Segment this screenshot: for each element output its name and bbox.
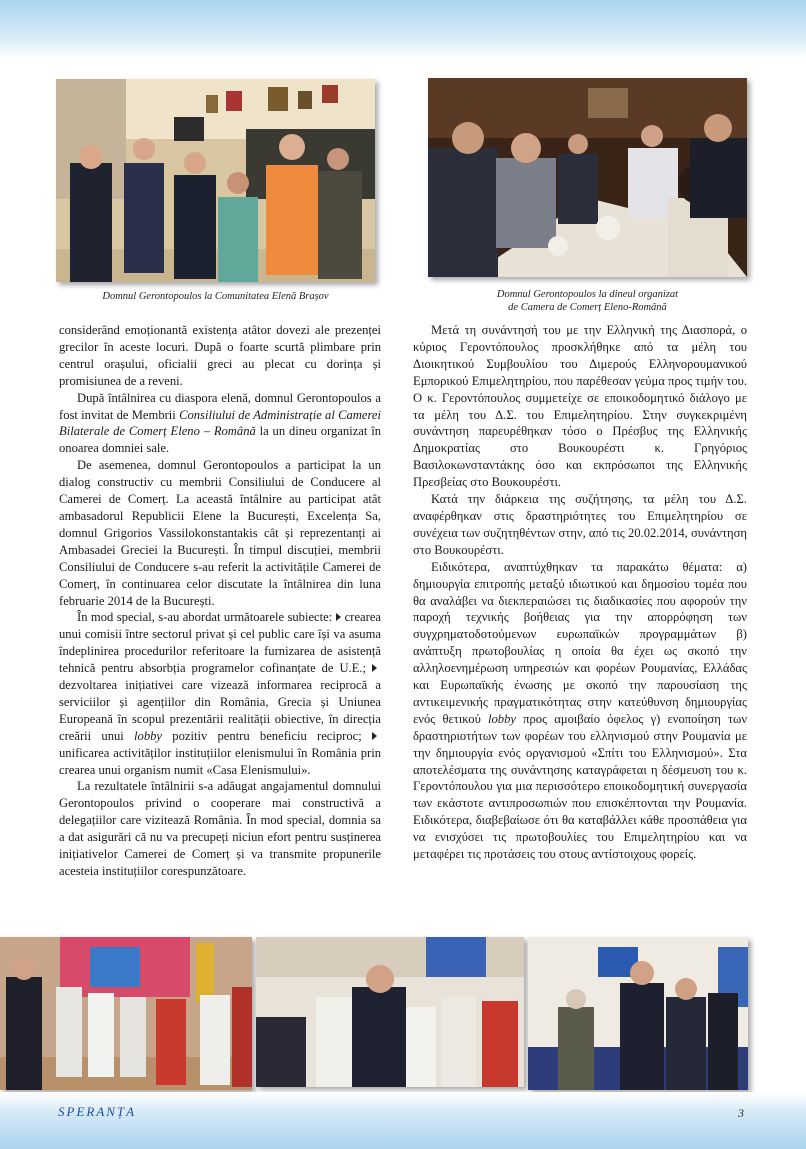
photo-children-dance-2: [256, 937, 524, 1087]
paragraph: La rezultatele întâlnirii s-a adăugat angajamentul domnului Gerontopoulos privind o cooperare mai constructivă a delegațiilor care vizitează România. În mod special, domnia sa a dat asigurări că nu va precupeți niciun efort pentru susținerea inițiativelor Camerei de Comerț și va transmite propunerile acesteia instituțiilor corespunzătoare.: [59, 779, 381, 878]
text-span: crearea unui comisii între sectorul privat și cel public care își va asuma îndeplinirea procedurilor referitoare la furnizarea de asistență tehnică pentru absorbția programelor cofinanțate de U.E.;: [59, 610, 381, 676]
photo-caption-dinner: [428, 288, 747, 314]
text-span: la un dineu organizat în onoarea domniei sale.: [59, 424, 381, 456]
photo-caption-dinner-line1: Domnul Gerontopoulos la dineul organizat: [496, 289, 679, 300]
paragraph: considerând emoționantă existența atâtor dovezi ale prezenței grecilor în aceste locuri. După o foarte scurtă plimbare prin centrul orașului, oficialii greci au plecat cu dorința și promisiunea de a reveni.: [59, 323, 381, 388]
header-band: [0, 0, 806, 58]
footer-band: [0, 1092, 806, 1149]
bullet-arrow-icon: [372, 664, 377, 672]
text-span: După întâlnirea cu diaspora elenă, domnul Gerontopoulos a fost invitat de Membrii: [59, 390, 381, 422]
paragraph: Κατά την διάρκεια της συζήτησης, τα μέλη του Δ.Σ. αναφέρθηκαν στις δραστηριότητες του Επιμελητηρίου σε συνέχεια των συζητηθέντων στην, από τις 20.02.2014, συνάντηση στο Βουκουρέστι.: [413, 492, 747, 557]
paragraph: [59, 390, 381, 458]
paragraph: De asemenea, domnul Gerontopoulos a participat la un dialog constructiv cu membrii Consiliului de Conducere al Camerei de Comerț. La această întâlnire au participat atât ambasadorul Republicii Elene la București, Excelența Sa, domnul Grigorios Vassilokonstantakis cât și reprezentanți ai Ambasadei Greciei la București. În timpul discuției, membrii Consiliului de Conducere s-au referit la activitățile Camerei de Comerț, în continuarea celor discutate la întâlnirea din luna februarie 2014 de la București.: [59, 458, 381, 608]
article-column-romanian: [59, 322, 381, 880]
emphasis-text: lobby: [488, 711, 516, 726]
text-span: προς αμοιβαίο όφελος γ) ενοποίηση των δραστηριοτήτων των φορέων του ελληνισμού στην Ρουμανία με την δημιουργία ενός οργανισμού «Σπίτι του Ελληνισμού». Στα αποτελέσματα της συνάντησης καταγράφεται η δέσμευση του κ. Γεροντόπουλου για μια περισσότερο εποικοδομητική συνεργασία των εκάστοτε αντιπροσωπιών που επισκέπτονται την Ρουμανία. Ειδικότερα, διαβεβαίωσε ότι θα καταβάλλει κάθε προσπάθεια για να ενισχύσει τις πρωτοβουλίες του Επιμελητηρίου και να μεταφέρει τις προτάσεις του στους αντίστοιχους φορείς.: [413, 711, 748, 862]
text-span: unificarea activităților instituțiilor elenismului în România prin crearea unui organism numit «Casa Elenismului».: [59, 745, 381, 777]
paragraph: [413, 559, 747, 863]
text-span: pozitiv pentru beneficiu reciproc;: [162, 728, 373, 743]
photo-chamber-dinner: [428, 78, 747, 277]
page-number: 3: [738, 1106, 744, 1120]
article-column-greek: [413, 322, 747, 863]
text-span: Ειδικότερα, αναπτύχθηκαν τα παρακάτω θέματα: α) δημιουργία επιτροπής μεταξύ ιδιωτικού και δημοσίου τομέα που θα αναλάβει να διεκπεραιώσει τις διαδικασίες που αφορούν την παροχή τεχνικής βοήθειας για την απορρόφηση των συγχρηματοδοτούμενων ευρωπαϊκών προγραμμάτων β) ανάπτυξη πρωτοβουλίας η οποία θα έχει ως σκοπό την αλληλοενημέρωση υπηρεσιών και φορέων Ρουμανίας, Ελλάδας και Ευρωπαϊκής ένωσης με σκοπό την παρουσίαση της αντικειμενικής πραγματικότητας στην κατεύθυνση δημιουργίας ενός θετικού: [413, 559, 747, 726]
text-span: dezvoltarea inițiativei care vizează informarea reciprocă a serviciilor și agențiilor din România, Grecia și Uniunea Europeană în scopul prezentării realității obiective, în direcția creării unui: [59, 678, 381, 743]
text-span: În mod special, s-au abordat următoarele subiecte:: [77, 610, 336, 625]
photo-greek-community-brasov: [56, 79, 375, 282]
paragraph: [59, 609, 381, 778]
emphasis-text: lobby: [134, 728, 163, 743]
emphasis-text: Consiliului de Administrație al Camerei Bilaterale de Comerț Eleno – Română: [59, 407, 381, 439]
paragraph: Μετά τη συνάντησή του με την Ελληνική της Διασπορά, ο κύριος Γεροντόπουλος προσκλήθηκε από τα μέλη του Διοικητικού Συμβουλίου του Διμερούς Ελληνορουμανικού Εμπορικού Επιμελητηρίου, που παρέθεσαν γεύμα προς τιμήν του. Ο κ. Γεροντόπουλος συμμετείχε σε εποικοδομητικό διάλογο με τα μέλη του Δ.Σ. του Επιμελητηρίου. Στην συγκεκριμένη συνάντηση παρευρέθηκαν τόσο ο Πρέσβυς της Ελληνικής Δημοκρατίας στο Βουκουρέστι κ. Γρηγόριος Βασιλοκωνσταντάκης όσο και εκπρόσωποι της Ελληνικής Πρεσβείας στο Βουκουρέστι.: [413, 323, 747, 490]
publication-name: SPERANȚA: [58, 1104, 137, 1119]
bullet-arrow-icon: [372, 732, 377, 740]
bullet-arrow-icon: [336, 613, 341, 621]
photo-visit-group: [528, 937, 748, 1090]
photo-children-dance-1: [0, 937, 252, 1090]
photo-caption-dinner-line2: de Camera de Comerț Eleno-Română: [508, 302, 667, 313]
photo-caption-brasov: Domnul Gerontopoulos la Comunitatea Elenă Brașov: [102, 291, 329, 302]
